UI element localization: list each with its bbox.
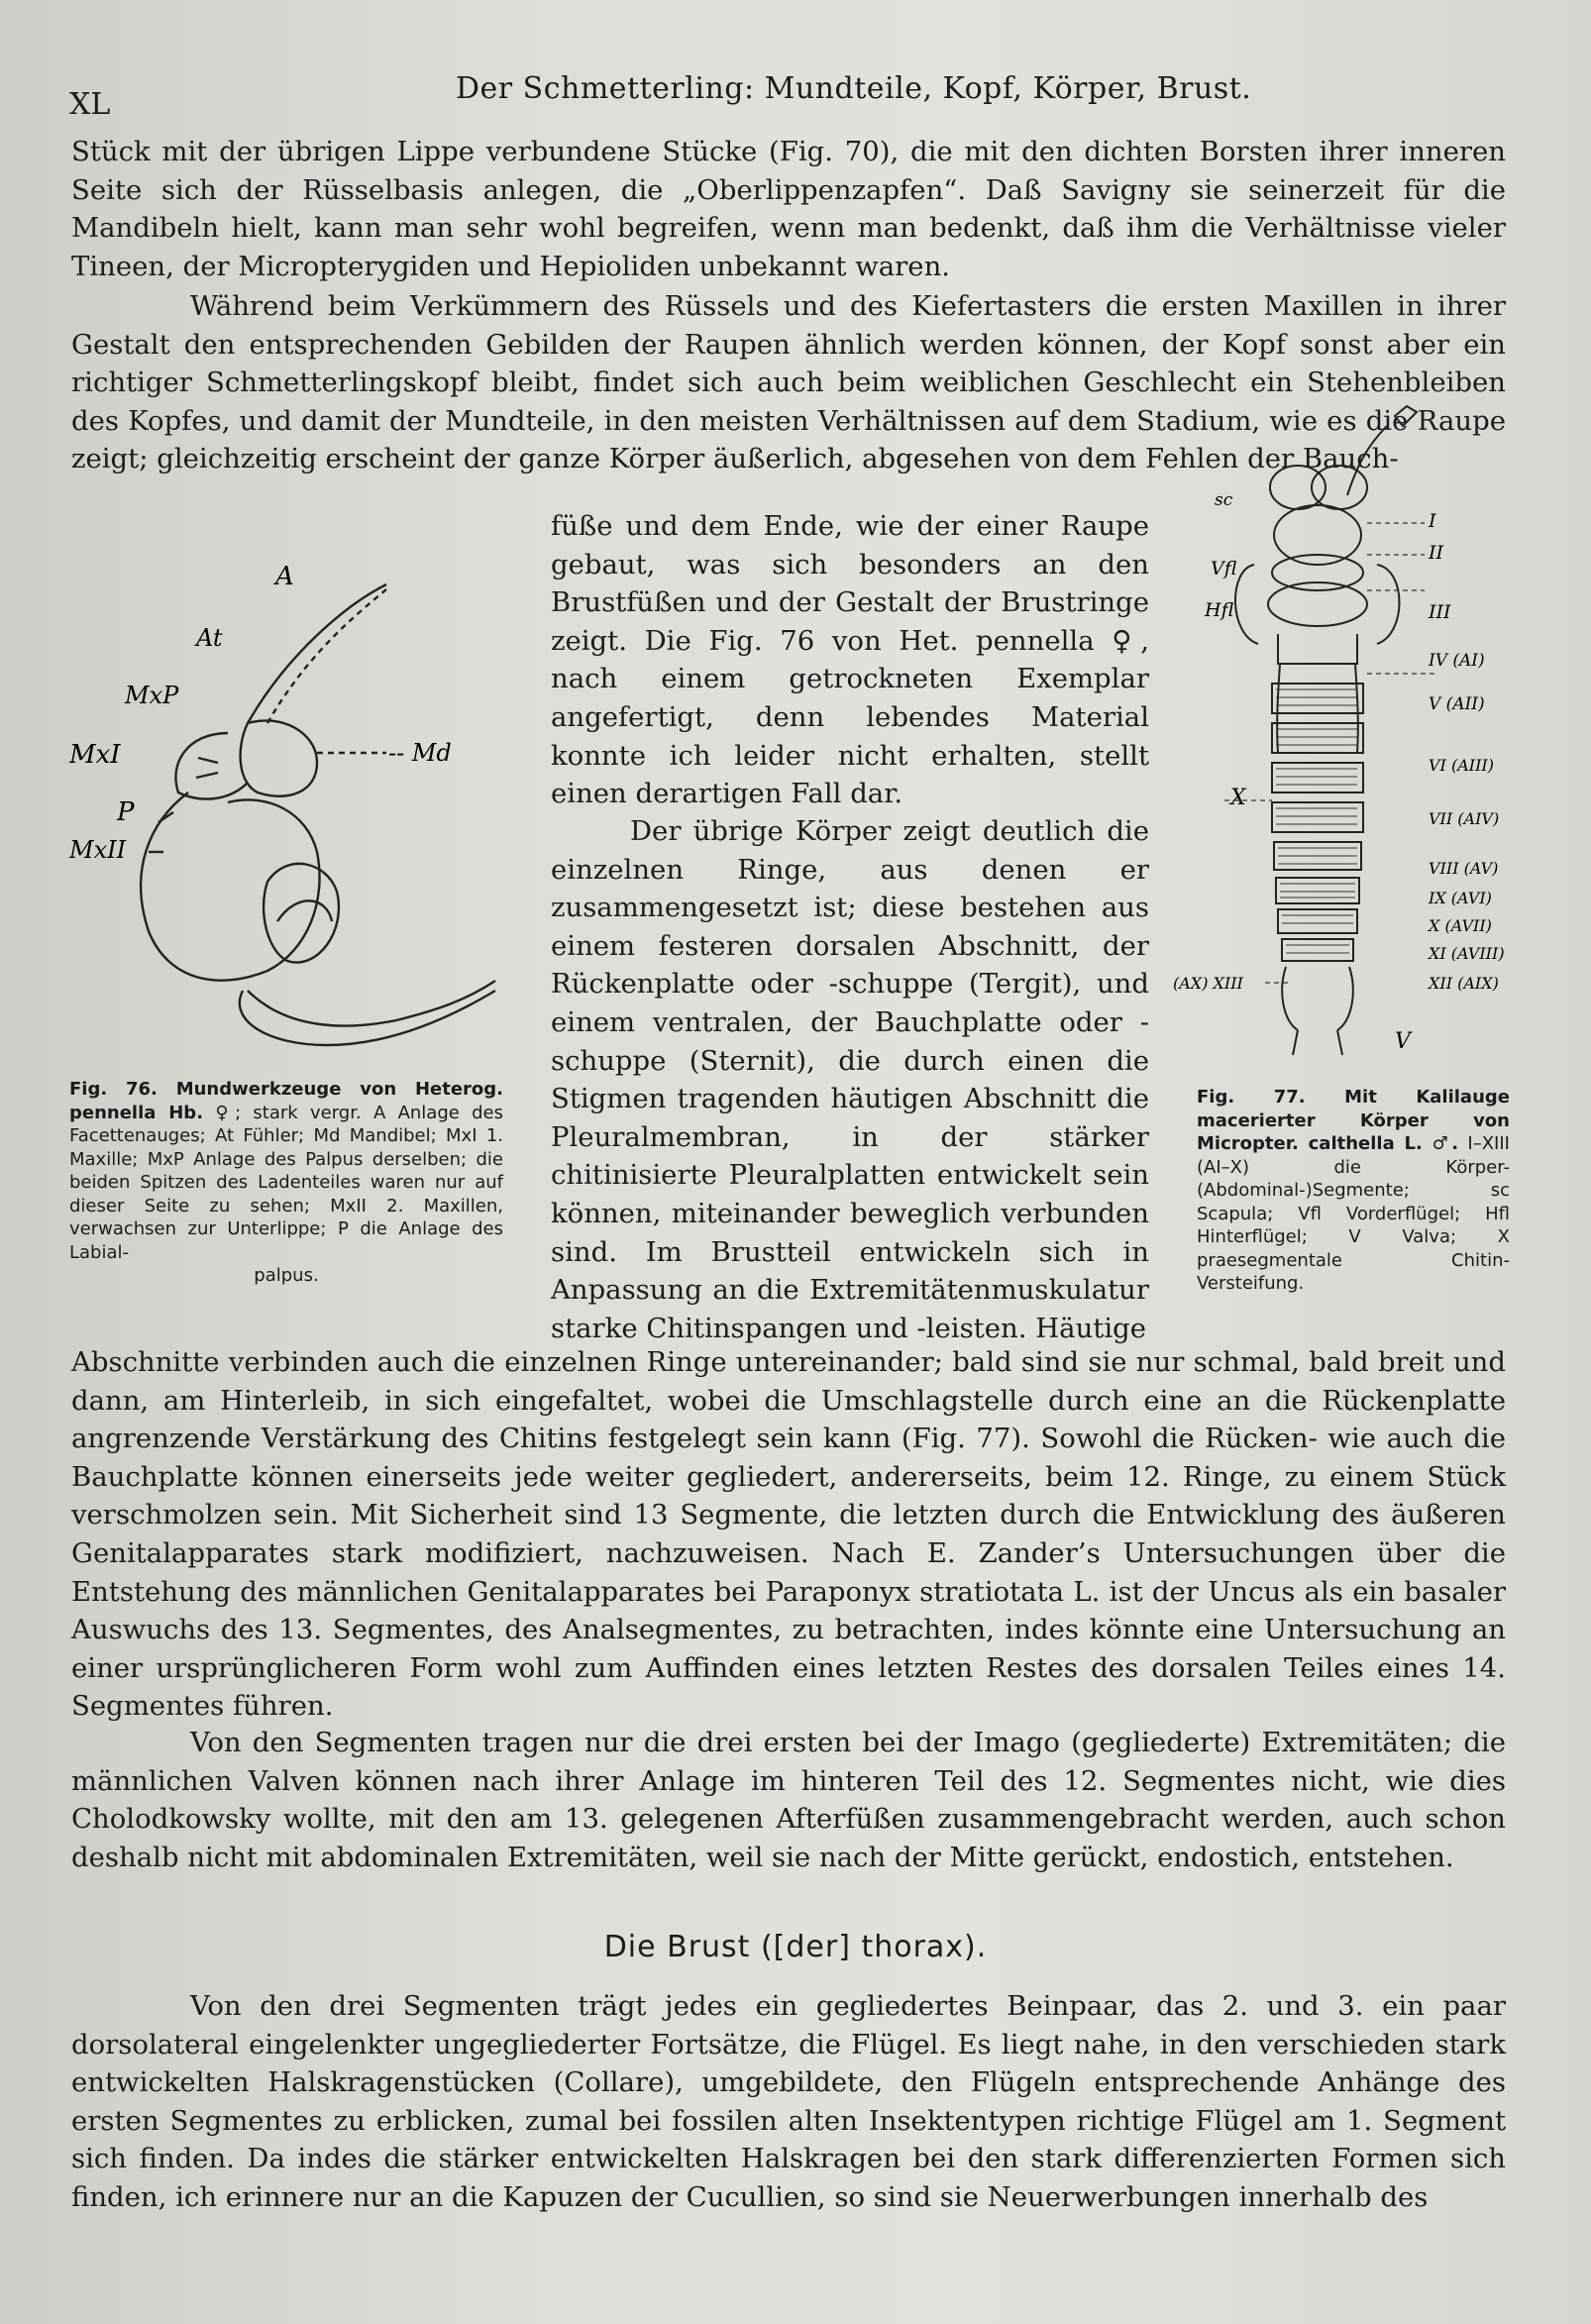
- paragraph-2-continued: füße und dem Ende, wie der einer Raupe gebaut, was sich besonders an den Brustfüßen und der Gestalt der Brustringe zeigt. Die Fig. 76 von Het. pennella ♀, nach einem getrockneten Exemplar angefertigt, denn lebendes Material konnte ich leider nicht erhalten, stellt einen derartigen Fall dar.: [551, 510, 1149, 810]
- paragraph-5: Von den drei Segmenten trägt jedes ein gegliedertes Beinpaar, das 2. und 3. ein paar dorsolateral eingelenkter ungegliederter Fortsätze, die Flügel. Es liegt nahe, in den verschieden stark entwickelten Halskragenstücken (Collare), umgebildete, den Flügeln entsprechende Anhänge des ersten Segmentes zu erblicken, zumal bei fossilen alten Insektentypen richtige Flügel am 1. Segment sich finden. Da indes die stärker entwickelten Halskragen bei den stark differenzierten Formen sich finden, ich erinnere nur an die Kapuzen der Cucullien, so sind sie Neuerwerbungen innerhalb des: [71, 1990, 1506, 2213]
- section-heading: Die Brust ([der] thorax).: [603, 1930, 988, 1964]
- page-number: XL: [69, 87, 111, 122]
- figure-76-caption: [69, 1078, 503, 1288]
- figure-77-body: [1235, 406, 1417, 1055]
- fig76-caption-text: ♀; stark vergr. A Anlage des Facettenauges; At Fühler; Md Mandibel; MxI 1. Maxille; MxP Anlage des Palpus derselben; die beiden Spitzen des Ladenteiles waren nur auf dieser Seite zu sehen; MxII 2. Maxillen, verwachsen zur Unterlippe; P die Anlage des Labial-: [69, 1102, 503, 1263]
- fig77-label-seg10: X (AVII): [1429, 916, 1492, 935]
- fig77-label-hfl: Hfl: [1205, 599, 1234, 621]
- fig76-label-mx2: MxII: [69, 836, 127, 864]
- fig77-label-seg5: V (AII): [1429, 694, 1485, 714]
- fig77-label-seg3: III: [1429, 601, 1451, 623]
- fig77-label-seg13: (AX) XIII: [1173, 974, 1243, 993]
- page-header: [69, 71, 1516, 122]
- paragraph-3-full: Abschnitte verbinden auch die einzelnen Ringe untereinander; bald sind sie nur schmal, bald breit und dann, am Hinterleib, in sich eingefaltet, wobei die Umschlagstelle durch eine an die Rückenplatte angrenzende Verstärkung des Chitins festgelegt sein kann (Fig. 77). Sowohl die Rücken- wie auch die Bauchplatte können einerseits jede weiter gegliedert, andererseits, beim 12. Ringe, zu einem Stück verschmolzen sein. Mit Sicherheit sind 13 Segmente, die letzten durch die Entwicklung des äußeren Genitalapparates stark modifiziert, nachzuweisen. Nach E. Zander’s Untersuchungen über die Entstehung des männlichen Genitalapparates bei Paraponyx stratiotata L. ist der Uncus als ein basaler Auswuchs des 13. Segmentes, des Analsegmentes, zu betrachten, indes könnte eine Untersuchung an einer ursprünglicheren Form wohl zum Auffinden eines letzten Restes des dorsalen Teiles eines 14. Segmentes führen.: [71, 1346, 1506, 1723]
- figure-76-drawing: [69, 555, 525, 1070]
- fig76-label-a: A: [275, 562, 294, 591]
- fig76-caption-lead: Fig. 76. Mundwerkzeuge von Heterog. pennella Hb.: [69, 1079, 503, 1123]
- fig77-label-seg6: VI (AIII): [1429, 756, 1494, 775]
- fig76-label-p: P: [117, 797, 135, 827]
- fig77-label-seg9: IX (AVI): [1429, 889, 1492, 907]
- running-title: Der Schmetterling: Mundteile, Kopf, Körper, Brust.: [456, 71, 1252, 106]
- fig77-label-seg11: XI (AVIII): [1429, 944, 1505, 963]
- paragraph-2-full: Während beim Verkümmern des Rüssels und des Kiefertasters die ersten Maxillen in ihrer Gestalt den entsprechenden Gebilden der Raupen ähnlich werden können, der Kopf sonst aber ein richtiger Schmetterlingskopf bleibt, findet sich auch beim weiblichen Geschlecht ein Stehenbleiben des Kopfes, und damit der Mundteile, in den meisten Verhältnissen auf dem Stadium, wie es die Raupe zeigt; gleichzeitig erscheint der ganze Körper äußerlich, abgesehen von dem Fehlen der Bauch-: [71, 290, 1506, 475]
- figure-77-drawing: [1169, 396, 1526, 1070]
- fig77-caption-text: I–XIII (AI–X) die Körper-(Abdominal-)Segmente; sc Scapula; Vfl Vorderflügel; Hfl Hinterflügel; V Valva; X praesegmentale Chitin-Versteifung.: [1197, 1133, 1510, 1294]
- fig77-label-seg4: IV (AI): [1429, 651, 1485, 671]
- paragraph-3-column: Der übrige Körper zeigt deutlich die einzelnen Ringe, aus denen er zusammengesetzt ist; diese bestehen aus einem festeren dorsalen Abschnitt, der Rückenplatte oder -schuppe (Tergit), und einem ventralen, der Bauchplatte oder -schuppe (Sternit), die durch einen die Stigmen tragenden häutigen Abschnitt die Pleuralmembran, in der stärker chitinisierte Pleuralplatten entwickelt sein können, miteinander beweglich verbunden sind. Im Brustteil entwickeln sich in Anpassung an die Extremitätenmuskulatur starke Chitinspangen und -leisten. Häutige: [551, 815, 1149, 1344]
- fig77-label-seg8: VIII (AV): [1429, 859, 1499, 878]
- fig77-label-seg2: II: [1429, 542, 1444, 564]
- fig77-label-v: V: [1395, 1029, 1411, 1054]
- fig77-label-seg1: I: [1429, 510, 1436, 532]
- intro-paragraph: Stück mit der übrigen Lippe verbundene Stücke (Fig. 70), die mit den dichten Borsten ihrer inneren Seite sich der Rüsselbasis anlegen, die „Oberlippenzapfen“. Daß Savigny sie seinerzeit für die Mandibeln hielt, kann man sehr wohl begreifen, wenn man bedenkt, daß ihm die Verhältnisse vieler Tineen, der Micropterygiden und Hepioliden unbekannt waren.: [71, 136, 1506, 282]
- fig77-label-sc: sc: [1215, 490, 1233, 510]
- fig77-label-x: X: [1230, 786, 1246, 810]
- paragraph-4: Von den Segmenten tragen nur die drei ersten bei der Imago (gegliederte) Extremitäten; die männlichen Valven können nach ihrer Anlage im hinteren Teil des 12. Segmentes nicht, wie dies Cholodkowsky wollte, mit den am 13. gelegenen Afterfüßen zusammengebracht werden, auch schon deshalb nicht mit abdominalen Extremitäten, weil sie nach der Mitte gerückt, endostich, entstehen.: [71, 1727, 1506, 1873]
- figure-76-lines: [141, 584, 495, 1045]
- fig77-label-vfl: Vfl: [1211, 558, 1237, 580]
- fig76-label-at: At: [196, 624, 223, 652]
- fig76-label-mx1: MxI: [69, 740, 121, 770]
- figure-77-caption: [1197, 1086, 1510, 1296]
- fig76-label-mxp: MxP: [125, 682, 179, 709]
- fig77-caption-lead: Fig. 77. Mit Kalilauge macerierter Körper von Micropter. calthella L. ♂.: [1197, 1087, 1510, 1154]
- fig77-label-seg7: VII (AIV): [1429, 809, 1500, 828]
- fig76-label-md: -- Md: [388, 739, 452, 767]
- fig76-caption-last: palpus.: [254, 1265, 319, 1286]
- fig77-label-seg12: XII (AIX): [1429, 974, 1499, 993]
- figure-77-hatching: [1276, 689, 1357, 953]
